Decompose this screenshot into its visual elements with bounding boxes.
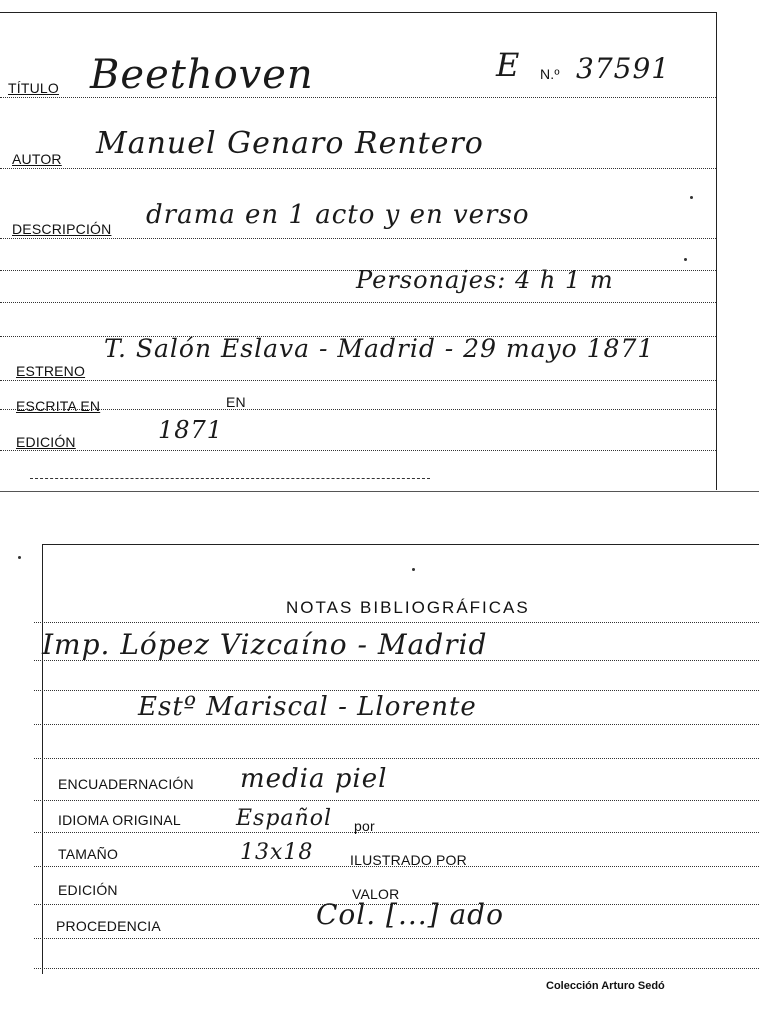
card-1-top-edge [0, 12, 716, 13]
handwritten-premiere: T. Salón Eslava - Madrid - 29 mayo 1871 [104, 334, 655, 363]
label-numero: N.º [540, 66, 560, 82]
card-1-right-edge [716, 12, 717, 490]
card-2-top-edge [42, 544, 759, 545]
scan-speck [690, 196, 693, 199]
rule-line [34, 724, 759, 725]
rule-line [30, 478, 430, 479]
handwritten-establishment: Estº Mariscal - Llorente [138, 692, 477, 722]
rule-line [0, 168, 716, 169]
rule-line [34, 690, 759, 691]
label-titulo: TÍTULO [8, 80, 59, 96]
label-estreno: ESTRENO [16, 363, 86, 379]
label-ilustrado-por: ILUSTRADO POR [350, 852, 467, 868]
handwritten-binding: media piel [240, 764, 388, 794]
rule-line [0, 409, 716, 410]
handwritten-printer: Imp. López Vizcaíno - Madrid [42, 628, 488, 661]
handwritten-size: 13x18 [240, 840, 314, 865]
rule-line [34, 938, 759, 939]
notes-heading: NOTAS BIBLIOGRÁFICAS [286, 598, 530, 617]
rule-line [0, 450, 716, 451]
label-procedencia: PROCEDENCIA [56, 918, 161, 934]
label-valor: VALOR [352, 886, 400, 902]
rule-line [0, 380, 716, 381]
label-en: EN [226, 394, 246, 410]
label-edicion-2: EDICIÓN [58, 882, 118, 898]
handwritten-author: Manuel Genaro Rentero [96, 126, 484, 161]
collection-footer: Colección Arturo Sedó [546, 980, 665, 992]
handwritten-description: drama en 1 acto y en verso [146, 200, 530, 230]
handwritten-language: Español [236, 806, 332, 831]
label-encuadernacion: ENCUADERNACIÓN [58, 776, 194, 792]
rule-line [0, 302, 716, 303]
label-autor: AUTOR [12, 151, 62, 167]
scan-speck [684, 258, 687, 261]
label-idioma-original: IDIOMA ORIGINAL [58, 812, 181, 828]
scan-speck [412, 568, 415, 571]
rule-line [34, 968, 759, 969]
card-1-bottom-edge [0, 491, 759, 492]
handwritten-edition: 1871 [158, 416, 224, 444]
label-escrita-en: ESCRITA EN [16, 398, 101, 414]
rule-line [0, 238, 716, 239]
handwritten-title: Beethoven [90, 52, 314, 98]
scan-speck [18, 556, 21, 559]
rule-line [34, 622, 759, 623]
rule-line [34, 832, 759, 833]
card-2-left-edge [42, 544, 43, 974]
label-tamano: TAMAÑO [58, 846, 119, 862]
label-descripcion: DESCRIPCIÓN [12, 221, 112, 237]
rule-line [34, 758, 759, 759]
handwritten-series-letter: E [496, 46, 521, 84]
handwritten-provenance: Col. [...] ado [316, 898, 504, 931]
handwritten-characters: Personajes: 4 h 1 m [356, 266, 614, 294]
rule-line [34, 800, 759, 801]
handwritten-number: 37591 [576, 52, 671, 85]
label-edicion: EDICIÓN [16, 434, 76, 450]
label-por: por [354, 818, 375, 834]
